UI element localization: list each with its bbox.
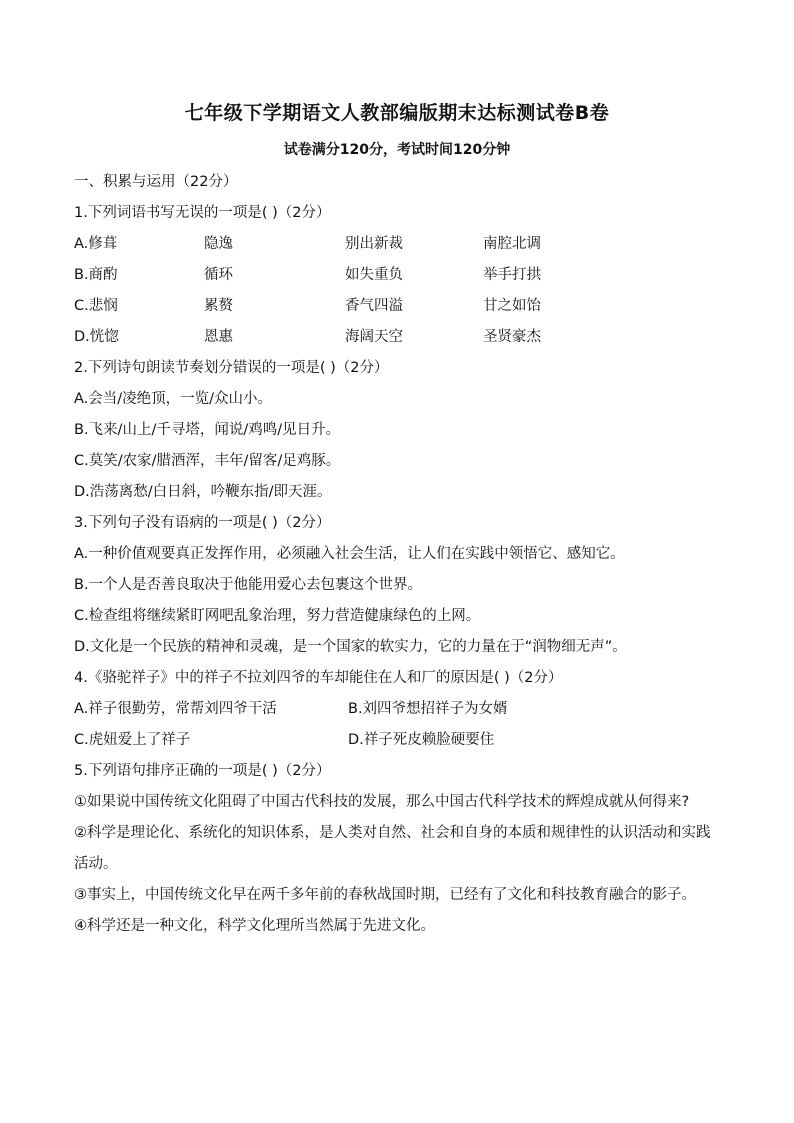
question-4-stem: 4.《骆驼祥子》中的祥子不拉刘四爷的车却能住在人和厂的原因是( )（2分）	[74, 670, 563, 686]
option-word: 累赘	[204, 298, 233, 314]
question-2-option-b: B.飞来/山上/千寻塔，闻说/鸡鸣/见日升。	[74, 422, 341, 438]
page-title: 七年级下学期语文人教部编版期末达标测试卷B卷	[184, 102, 610, 124]
section-heading: 一、积累与运用（22分）	[74, 174, 238, 190]
option-word: 圣贤豪杰	[483, 329, 541, 345]
question-4-option-row	[74, 694, 724, 725]
question-4-option-d: D.祥子死皮赖脸硬要住	[348, 732, 495, 748]
question-3-option-b: B.一个人是否善良取决于他能用爱心去包裹这个世界。	[74, 577, 423, 593]
question-4-option-b: B.刘四爷想招祥子为女婿	[348, 701, 508, 717]
option-word: 海阔天空	[345, 329, 403, 345]
question-1-option-row	[74, 322, 724, 353]
question-5-sentence-1: ①如果说中国传统文化阻碍了中国古代科技的发展，那么中国古代科学技术的辉煌成就从何得来?	[74, 794, 690, 810]
question-2-option-d: D.浩荡离愁/白日斜，吟鞭东指/即天涯。	[74, 484, 332, 500]
option-word: 循环	[204, 267, 233, 283]
question-3-stem: 3.下列句子没有语病的一项是( )（2分）	[74, 515, 331, 531]
question-1-option-row	[74, 229, 724, 260]
question-2-stem: 2.下列诗句朗读节奏划分错误的一项是( )（2分）	[74, 360, 389, 376]
question-3-option-a: A.一种价值观要真正发挥作用，必须融入社会生活，让人们在实践中领悟它、感知它。	[74, 546, 625, 562]
option-word: B.商酌	[74, 267, 118, 283]
question-5-sentence-4: ④科学还是一种文化，科学文化理所当然属于先进文化。	[74, 918, 435, 934]
question-4-option-a: A.祥子很勤劳，常帮刘四爷干活	[74, 701, 277, 717]
option-word: 举手打拱	[483, 267, 541, 283]
question-4-option-row	[74, 725, 724, 756]
question-1-stem: 1.下列词语书写无误的一项是( )（2分）	[74, 205, 331, 221]
option-word: 甘之如饴	[483, 298, 541, 314]
option-word: 如失重负	[345, 267, 403, 283]
question-2-option-a: A.会当/凌绝顶，一览/众山小。	[74, 391, 273, 407]
exam-content	[74, 167, 724, 942]
question-1-option-row	[74, 260, 724, 291]
question-4-option-c: C.虎妞爱上了祥子	[74, 732, 191, 748]
option-word: 恩惠	[204, 329, 233, 345]
question-3-option-c: C.检查组将继续紧盯网吧乱象治理，努力营造健康绿色的上网。	[74, 608, 481, 624]
question-5-sentence-3: ③事实上，中国传统文化早在两千多年前的春秋战国时期，已经有了文化和科技教育融合的影子。	[74, 887, 696, 903]
option-word: 别出新裁	[345, 236, 403, 252]
question-5-stem: 5.下列语句排序正确的一项是( )（2分）	[74, 763, 331, 779]
question-1-option-row	[74, 291, 724, 322]
option-word: 南腔北调	[483, 236, 541, 252]
option-word: 香气四溢	[345, 298, 403, 314]
option-word: A.修葺	[74, 236, 118, 252]
option-word: C.悲悯	[74, 298, 118, 314]
question-5-sentence-2: ②科学是理论化、系统化的知识体系，是人类对自然、社会和自身的本质和规律性的认识活动和实践活动。	[74, 825, 711, 872]
question-2-option-c: C.莫笑/农家/腊酒浑，丰年/留客/足鸡豚。	[74, 453, 341, 469]
option-word: 隐逸	[204, 236, 233, 252]
option-word: D.恍惚	[74, 329, 119, 345]
exam-info: 试卷满分120分，考试时间120分钟	[283, 142, 511, 158]
question-3-option-d: D.文化是一个民族的精神和灵魂，是一个国家的软实力，它的力量在于“润物细无声”。	[74, 639, 627, 655]
